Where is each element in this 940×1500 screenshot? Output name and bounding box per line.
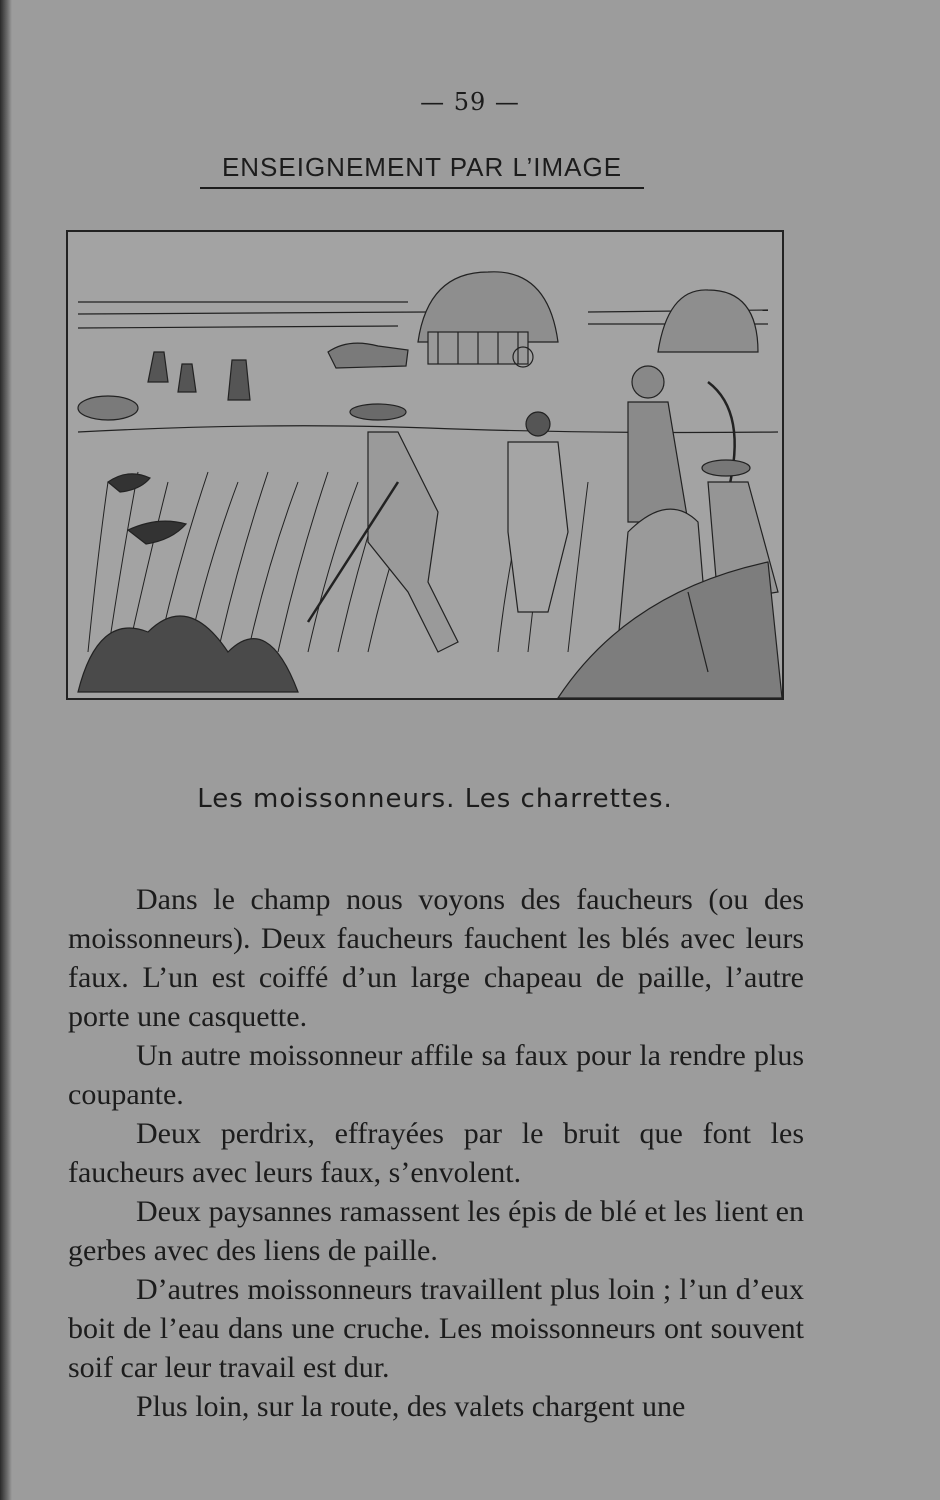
book-spine-shadow <box>0 0 12 1500</box>
body-text <box>68 880 804 1426</box>
harvest-engraving <box>66 230 784 700</box>
paragraph: Plus loin, sur la route, des valets chargent une <box>136 1390 686 1423</box>
paragraph: Un autre moissonneur affile sa faux pour la rendre plus coupante. <box>68 1039 804 1111</box>
page-number: — 59 — <box>420 88 520 116</box>
paragraph: D’autres moissonneurs travaillent plus loin ; l’un d’eux boit de l’eau dans une cruche. Les moissonneurs ont souvent soif car leur travail est dur. <box>68 1273 804 1384</box>
paragraph: Deux perdrix, effrayées par le bruit que font les faucheurs avec leurs faux, s’envolent. <box>68 1117 804 1189</box>
paragraph: Deux paysannes ramassent les épis de blé et les lient en gerbes avec des liens de paille. <box>68 1195 804 1267</box>
page-title: ENSEIGNEMENT PAR L’IMAGE <box>200 152 644 189</box>
harvest-scene-drawing <box>68 232 782 698</box>
illustration-caption: Les moissonneurs. Les charrettes. <box>197 784 673 814</box>
paragraph: Dans le champ nous voyons des faucheurs (ou des moissonneurs). Deux faucheurs fauchent les blés avec leurs faux. L’un est coiffé d’un large chapeau de paille, l’autre porte une casquette. <box>68 883 804 1033</box>
